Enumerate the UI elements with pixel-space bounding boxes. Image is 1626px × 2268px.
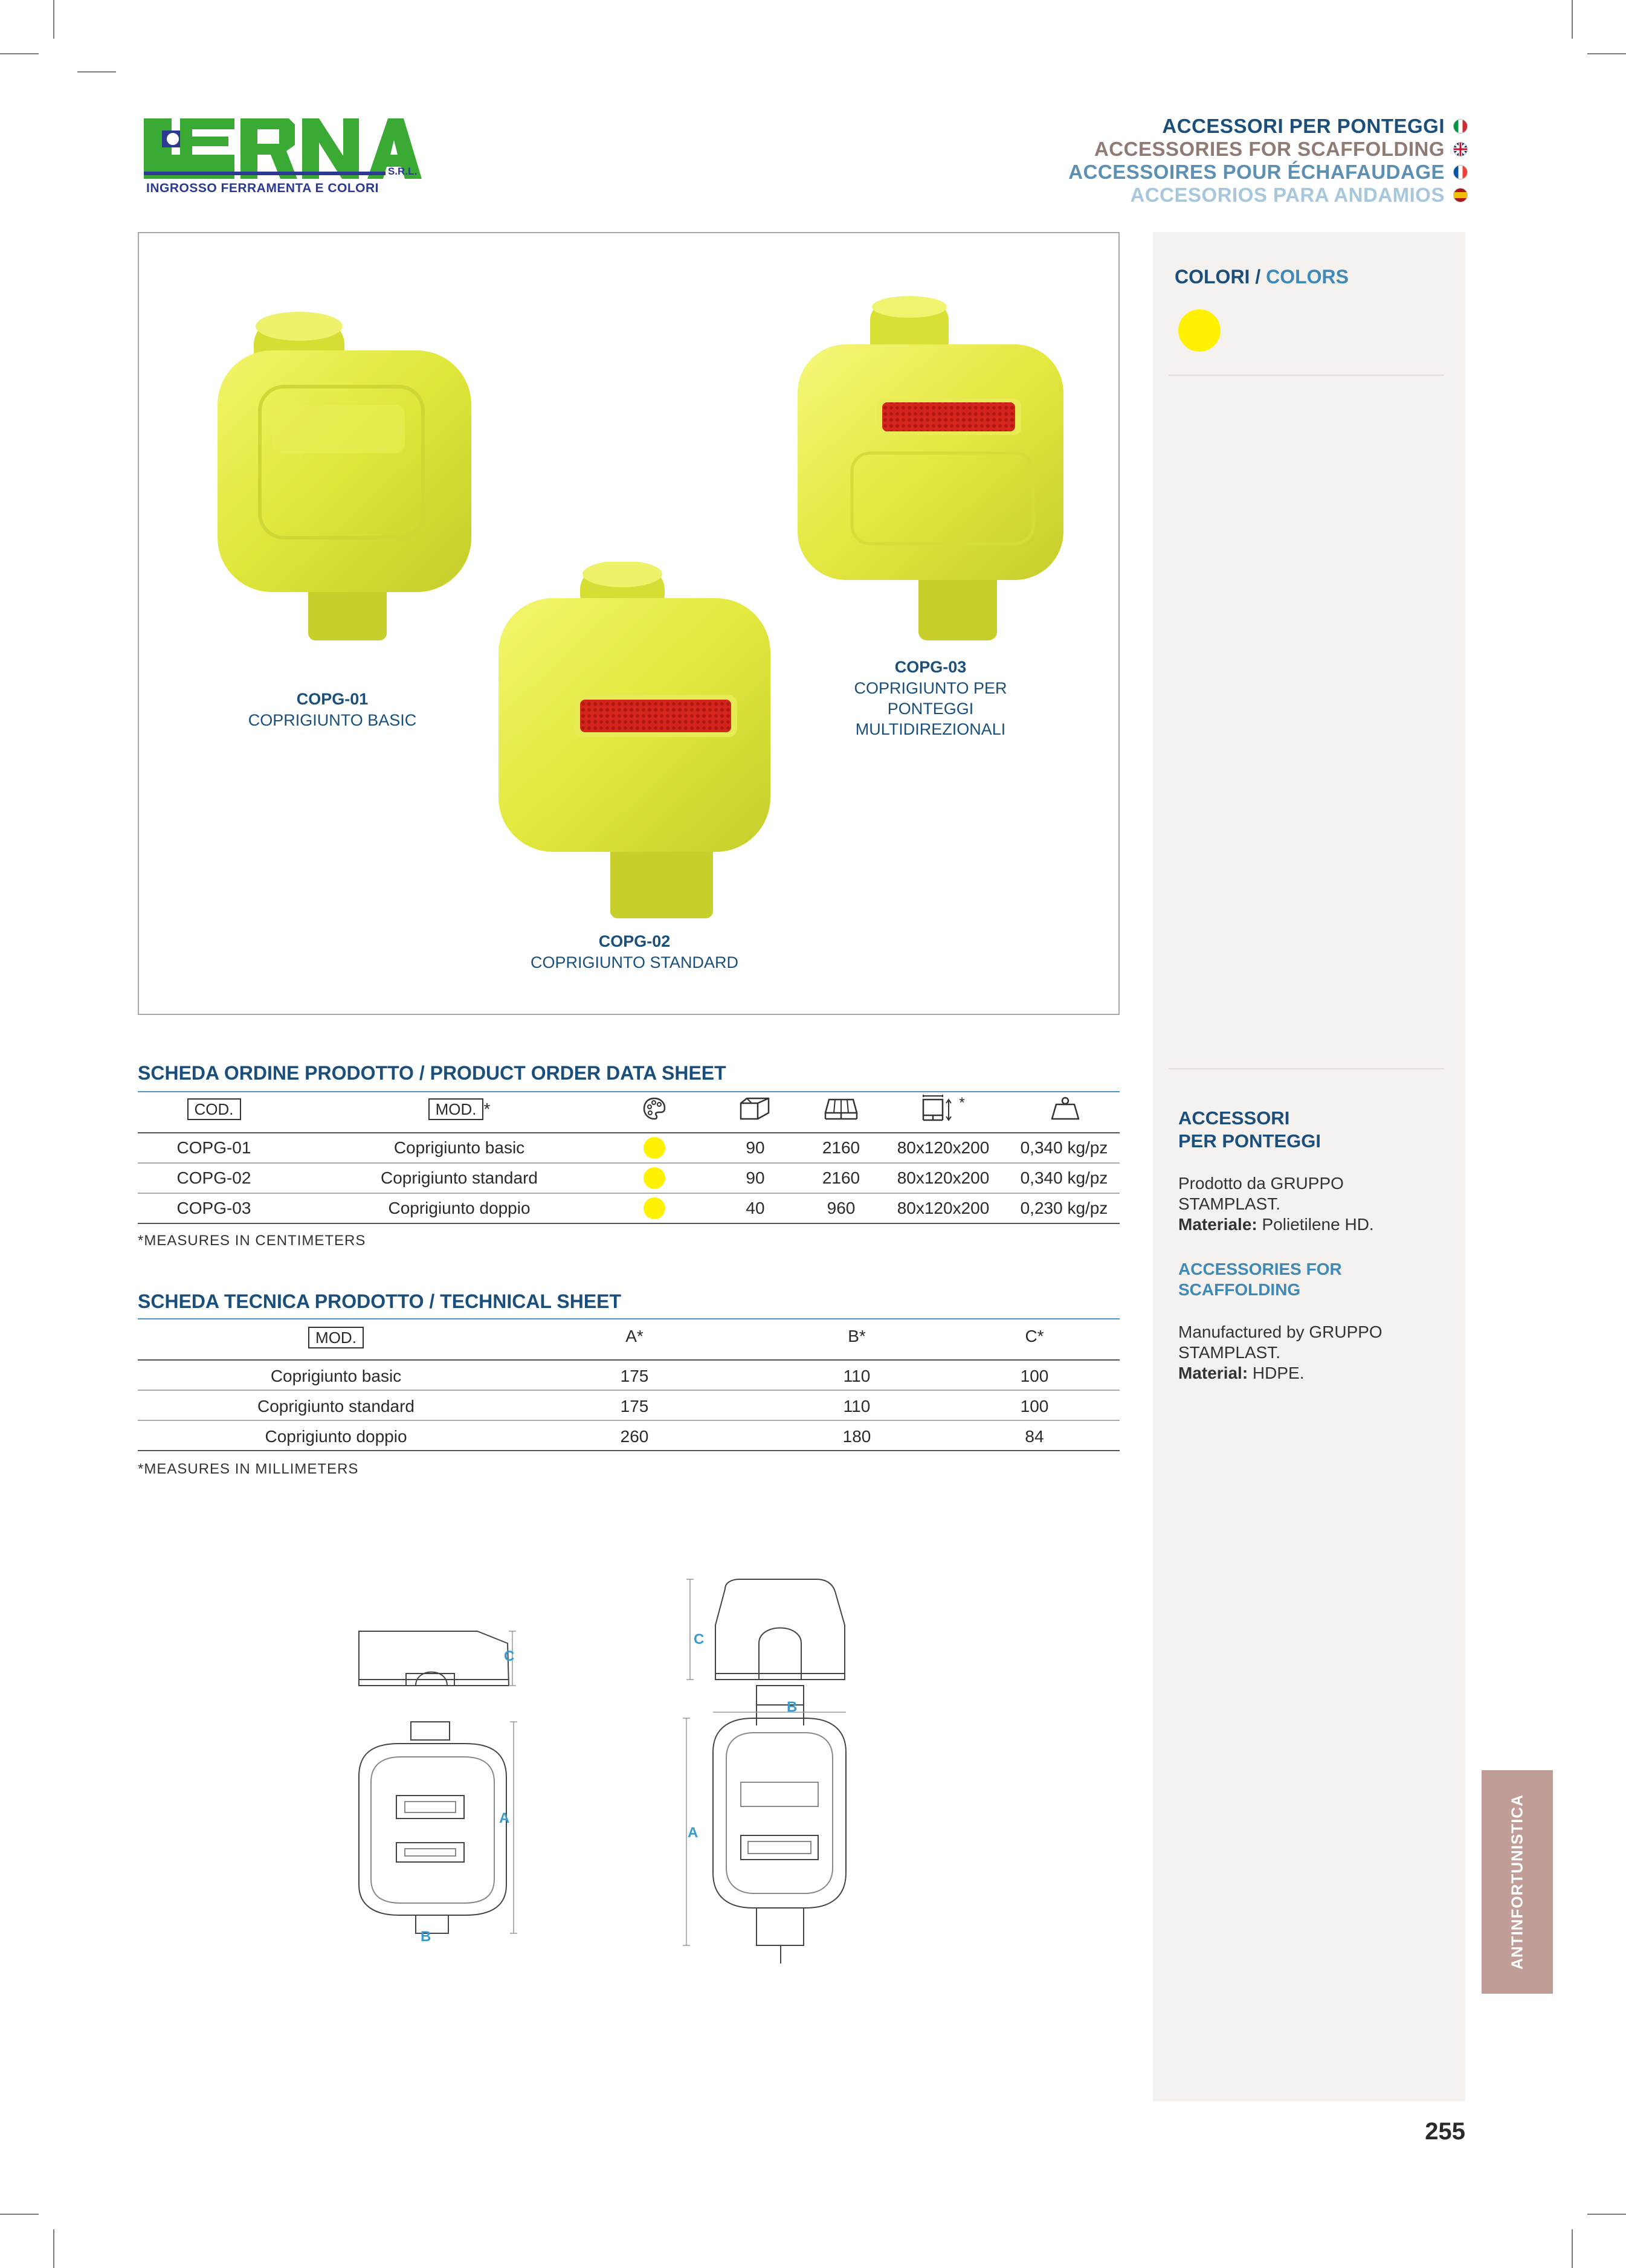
logo-srl: S.R.L. bbox=[388, 166, 418, 177]
table-rule bbox=[138, 1193, 1120, 1194]
table-rule bbox=[138, 1359, 1120, 1361]
color-dot bbox=[644, 1167, 665, 1189]
product-name: COPRIGIUNTO BASIC bbox=[248, 711, 417, 729]
colors-title-en: COLORS bbox=[1266, 266, 1349, 288]
table-rule bbox=[138, 1420, 1120, 1421]
it-flag-icon bbox=[1453, 119, 1468, 134]
tech-header-c: C* bbox=[1025, 1327, 1044, 1345]
sidebar-panel bbox=[1153, 232, 1465, 2101]
sidebar-title-en-line: ACCESSORIES FOR bbox=[1178, 1260, 1342, 1278]
order-sheet-title: SCHEDA ORDINE PRODOTTO / PRODUCT ORDER DATA SHEET bbox=[138, 1062, 726, 1084]
pallet-dimensions-icon bbox=[921, 1095, 961, 1123]
tech-header-a: A* bbox=[625, 1327, 644, 1345]
sidebar-title-en bbox=[1178, 1259, 1342, 1300]
box-icon bbox=[738, 1096, 772, 1121]
table-rule bbox=[138, 1390, 1120, 1391]
tech-cell-mod: Coprigiunto basic bbox=[270, 1367, 402, 1385]
heading-fr bbox=[1068, 161, 1468, 184]
color-dot bbox=[644, 1137, 665, 1159]
crop-mark bbox=[53, 0, 54, 39]
heading-it bbox=[1068, 115, 1468, 138]
dim-label-c: C bbox=[504, 1648, 515, 1664]
tech-note: *MEASURES IN MILLIMETERS bbox=[138, 1461, 359, 1477]
header-mod-star: * bbox=[483, 1100, 491, 1118]
material-value-en: HDPE. bbox=[1248, 1364, 1305, 1382]
header-mod bbox=[399, 1098, 520, 1120]
order-note: *MEASURES IN CENTIMETERS bbox=[138, 1232, 366, 1249]
sidebar-text-en-line: Manufactured by GRUPPO bbox=[1178, 1322, 1382, 1341]
logo-graphic bbox=[144, 118, 422, 179]
tech-cell-a: 175 bbox=[620, 1367, 649, 1385]
dim-label-a: A bbox=[499, 1810, 510, 1826]
crop-mark bbox=[0, 53, 39, 54]
sidebar-title-it-line: PER PONTEGGI bbox=[1178, 1130, 1321, 1152]
order-cell-pallet: 960 bbox=[827, 1199, 856, 1217]
order-cell-cod: COPG-03 bbox=[176, 1199, 251, 1217]
sidebar-text-it-line: Prodotto da GRUPPO bbox=[1178, 1174, 1344, 1193]
tech-cell-mod: Coprigiunto doppio bbox=[265, 1427, 407, 1446]
material-value-it: Polietilene HD. bbox=[1257, 1215, 1374, 1234]
tech-cell-b: 110 bbox=[843, 1397, 871, 1416]
material-label-it: Materiale: bbox=[1178, 1215, 1257, 1234]
product-name: COPRIGIUNTO STANDARD bbox=[530, 953, 739, 971]
order-cell-mod: Coprigiunto standard bbox=[381, 1168, 538, 1187]
order-cell-weight: 0,340 kg/pz bbox=[1020, 1138, 1108, 1157]
uk-flag-icon bbox=[1453, 142, 1468, 156]
heading-fr-text: ACCESSOIRES POUR ÉCHAFAUDAGE bbox=[1068, 161, 1445, 183]
order-cell-dims: 80x120x200 bbox=[897, 1138, 990, 1157]
tech-sheet-title: SCHEDA TECNICA PRODOTTO / TECHNICAL SHEET bbox=[138, 1290, 622, 1312]
crop-mark bbox=[1587, 2214, 1626, 2215]
tech-cell-c: 100 bbox=[1020, 1367, 1049, 1385]
header-mod-label: MOD. bbox=[428, 1098, 484, 1120]
dim-label-b: B bbox=[421, 1928, 431, 1945]
header-cod-label: COD. bbox=[187, 1098, 241, 1120]
product-name bbox=[810, 678, 1051, 739]
dim-label-a: A bbox=[688, 1825, 698, 1841]
heading-es-text: ACCESORIOS PARA ANDAMIOS bbox=[1130, 184, 1445, 206]
sidebar-material-it bbox=[1178, 1214, 1374, 1235]
tech-cell-b: 180 bbox=[842, 1427, 871, 1446]
technical-drawing-basic bbox=[350, 1619, 532, 1939]
color-swatch-yellow bbox=[1178, 309, 1221, 352]
company-logo bbox=[144, 118, 422, 203]
pallet-icon bbox=[823, 1097, 859, 1121]
header-cod bbox=[172, 1098, 256, 1120]
tech-cell-c: 84 bbox=[1025, 1427, 1044, 1446]
order-cell-dims: 80x120x200 bbox=[897, 1168, 990, 1187]
copg-03-image bbox=[786, 296, 1076, 646]
product-code: COPG-01 bbox=[296, 690, 369, 708]
copg-02-image bbox=[489, 562, 779, 924]
order-cell-weight: 0,230 kg/pz bbox=[1020, 1199, 1108, 1217]
crop-mark bbox=[77, 71, 116, 72]
heading-en-text: ACCESSORIES FOR SCAFFOLDING bbox=[1094, 138, 1445, 160]
order-cell-cod: COPG-01 bbox=[176, 1138, 251, 1157]
tech-cell-a: 260 bbox=[620, 1427, 649, 1446]
color-palette-icon bbox=[642, 1096, 667, 1121]
table-rule bbox=[138, 1132, 1120, 1133]
product-code: COPG-03 bbox=[894, 658, 967, 676]
product-code: COPG-02 bbox=[598, 932, 671, 950]
table-rule bbox=[138, 1223, 1120, 1224]
colors-title bbox=[1175, 266, 1349, 288]
sidebar-text-en-line: STAMPLAST. bbox=[1178, 1343, 1281, 1362]
material-label-en: Material: bbox=[1178, 1364, 1248, 1382]
table-rule bbox=[138, 1450, 1120, 1451]
crop-mark bbox=[1587, 53, 1626, 54]
sidebar-text-it-line: STAMPLAST. bbox=[1178, 1194, 1281, 1213]
table-rule bbox=[138, 1318, 1120, 1319]
table-rule bbox=[138, 1162, 1120, 1164]
tech-header-mod bbox=[276, 1327, 396, 1348]
sidebar-text-it bbox=[1178, 1173, 1374, 1235]
product-name-line: COPRIGIUNTO PER PONTEGGI bbox=[854, 679, 1007, 718]
sidebar-divider bbox=[1169, 1068, 1444, 1069]
dim-label-c: C bbox=[694, 1631, 705, 1648]
color-dot bbox=[644, 1197, 665, 1219]
sidebar-divider bbox=[1169, 375, 1444, 376]
section-tab bbox=[1482, 1770, 1553, 1994]
order-cell-box: 40 bbox=[746, 1199, 765, 1217]
order-cell-mod: Coprigiunto basic bbox=[393, 1138, 525, 1157]
crop-mark bbox=[0, 2214, 39, 2215]
colors-title-it: COLORI bbox=[1175, 266, 1250, 288]
colors-title-sep: / bbox=[1250, 266, 1266, 288]
page-number: 255 bbox=[1425, 2118, 1465, 2145]
order-cell-pallet: 2160 bbox=[822, 1168, 860, 1187]
copg-01-image bbox=[205, 308, 483, 646]
order-cell-dims: 80x120x200 bbox=[897, 1199, 990, 1217]
order-cell-box: 90 bbox=[746, 1138, 765, 1157]
fr-flag-icon bbox=[1453, 165, 1468, 179]
crop-mark bbox=[1572, 0, 1573, 39]
tech-cell-a: 175 bbox=[620, 1397, 649, 1416]
product-name-line: MULTIDIREZIONALI bbox=[855, 720, 1006, 738]
technical-drawing-doppio bbox=[677, 1571, 882, 1970]
sidebar-title-it bbox=[1178, 1107, 1321, 1153]
heading-en bbox=[1068, 138, 1468, 161]
sidebar-title-en-line: SCAFFOLDING bbox=[1178, 1280, 1301, 1299]
tech-header-b: B* bbox=[848, 1327, 866, 1345]
order-cell-mod: Coprigiunto doppio bbox=[388, 1199, 531, 1217]
tech-cell-b: 110 bbox=[843, 1367, 871, 1385]
tech-cell-mod: Coprigiunto standard bbox=[257, 1397, 415, 1416]
order-cell-pallet: 2160 bbox=[822, 1138, 860, 1157]
crop-mark bbox=[1572, 2229, 1573, 2268]
header-dims-star: * bbox=[959, 1095, 965, 1111]
category-headings bbox=[1068, 115, 1468, 207]
sidebar-material-en bbox=[1178, 1363, 1382, 1384]
dim-label-b: B bbox=[787, 1699, 798, 1715]
logo-subtitle: INGROSSO FERRAMENTA E COLORI bbox=[146, 181, 379, 195]
tech-header-mod-label: MOD. bbox=[308, 1327, 364, 1348]
order-cell-box: 90 bbox=[746, 1168, 765, 1187]
table-rule bbox=[138, 1091, 1120, 1092]
es-flag-icon bbox=[1453, 188, 1468, 202]
heading-es bbox=[1068, 184, 1468, 207]
sidebar-title-it-line: ACCESSORI bbox=[1178, 1107, 1290, 1129]
sidebar-text-en bbox=[1178, 1322, 1382, 1384]
section-tab-label: ANTINFORTUNISTICA bbox=[1508, 1794, 1526, 1970]
order-cell-cod: COPG-02 bbox=[176, 1168, 251, 1187]
order-cell-weight: 0,340 kg/pz bbox=[1020, 1168, 1108, 1187]
weight-icon bbox=[1050, 1096, 1080, 1121]
tech-cell-c: 100 bbox=[1020, 1397, 1049, 1416]
heading-it-text: ACCESSORI PER PONTEGGI bbox=[1162, 115, 1445, 137]
crop-mark bbox=[53, 2229, 54, 2268]
